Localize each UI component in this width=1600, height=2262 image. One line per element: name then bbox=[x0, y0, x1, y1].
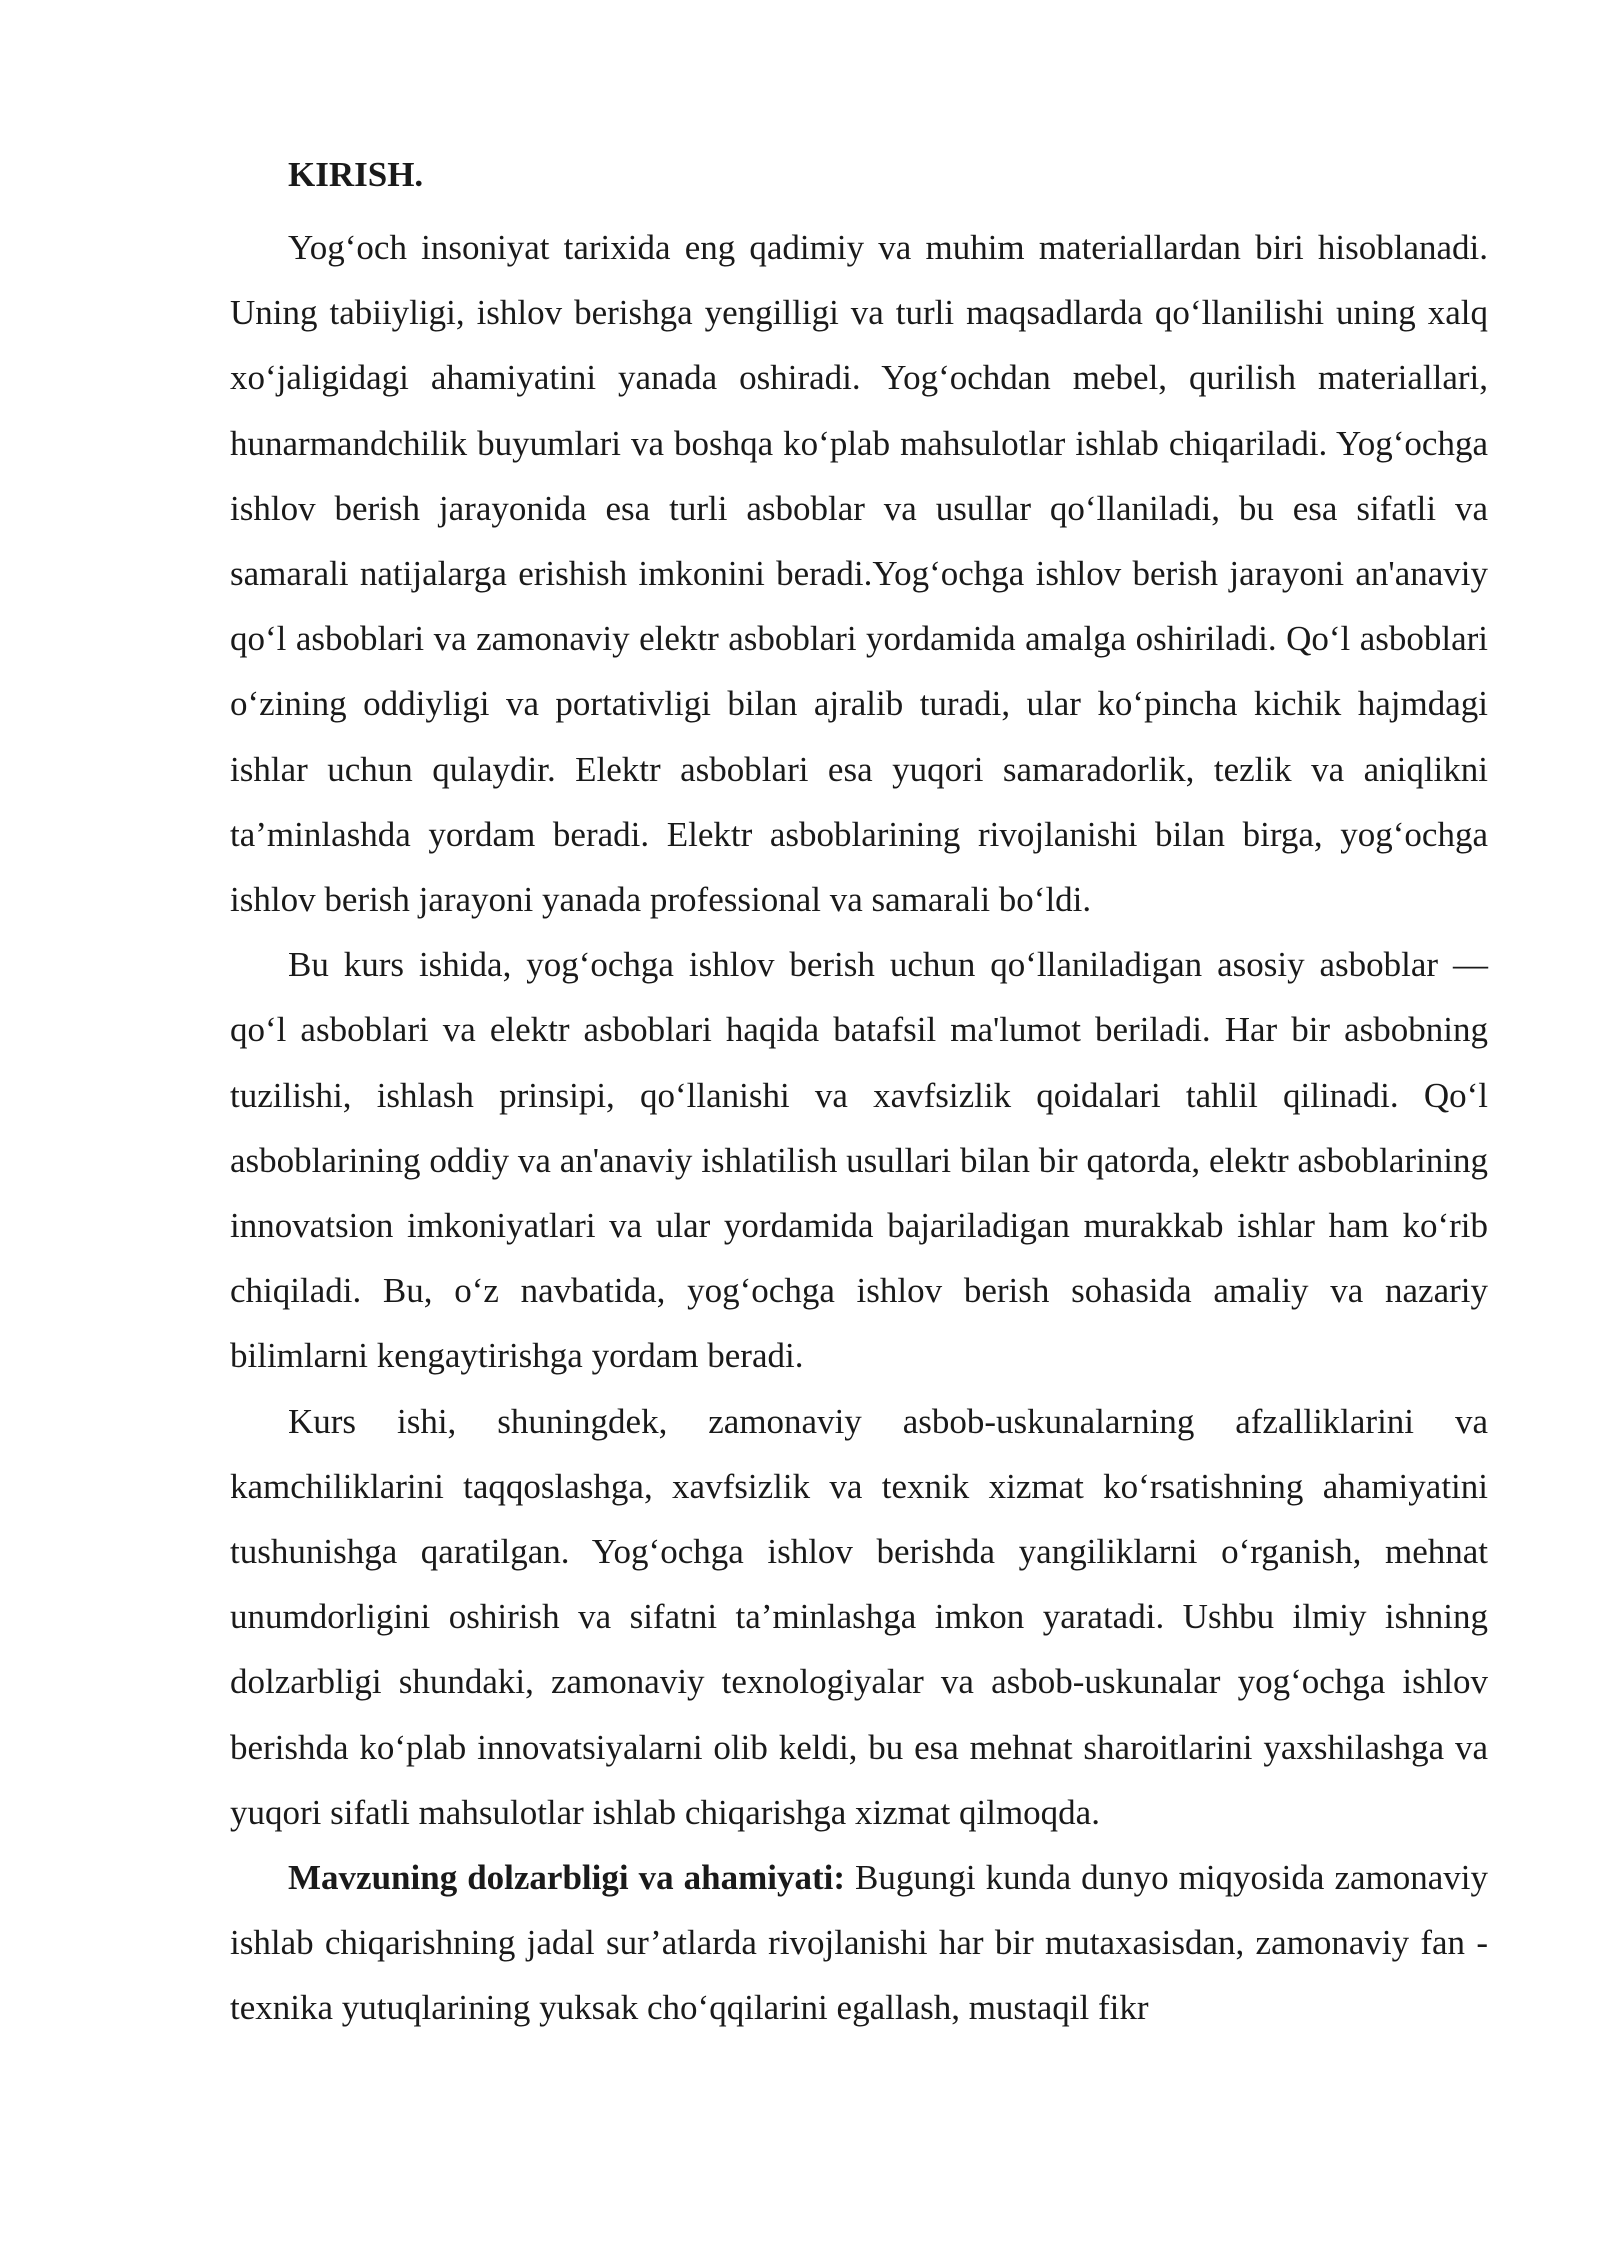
document-page bbox=[230, 150, 1488, 2041]
paragraph-intro: Yog‘och insoniyat tarixida eng qadimiy va muhim materiallardan biri hisoblanadi. Uning tabiiyligi, ishlov berishga yengilligi va turli maqsadlarda qo‘llanilishi uning xalq xo‘jaligidagi ahamiyatini yanada oshiradi. Yog‘ochdan mebel, qurilish materiallari, hunarmandchilik buyumlari va boshqa ko‘plab mahsulotlar ishlab chiqariladi. Yog‘ochga ishlov berish jarayonida esa turli asboblar va usullar qo‘llaniladi, bu esa sifatli va samarali natijalarga erishish imkonini beradi.Yog‘ochga ishlov berish jarayoni an'anaviy qo‘l asboblari va zamonaviy elektr asboblari yordamida amalga oshiriladi. Qo‘l asboblari o‘zining oddiyligi va portativligi bilan ajralib turadi, ular ko‘pincha kichik hajmdagi ishlar uchun qulaydir. Elektr asboblari esa yuqori samaradorlik, tezlik va aniqlikni ta’minlashda yordam beradi. Elektr asboblarining rivojlanishi bilan birga, yog‘ochga ishlov berish jarayoni yanada professional va samarali bo‘ldi. bbox=[230, 228, 1488, 920]
section-heading: KIRISH. bbox=[288, 155, 424, 194]
paragraph-course-overview: Bu kurs ishida, yog‘ochga ishlov berish uchun qo‘llaniladigan asosiy asboblar — qo‘l asboblari va elektr asboblari haqida batafsil ma'lumot beriladi. Har bir asbobning tuzilishi, ishlash prinsipi, qo‘llanishi va xavfsizlik qoidalari tahlil qilinadi. Qo‘l asboblarining oddiy va an'anaviy ishlatilish usullari bilan bir qatorda, elektr asboblarining innovatsion imkoniyatlari va ular yordamida bajariladigan murakkab ishlar ham ko‘rib chiqiladi. Bu, o‘z navbatida, yog‘ochga ishlov berish sohasida amaliy va nazariy bilimlarni kengaytirishga yordam beradi. bbox=[230, 945, 1488, 1376]
relevance-lead: Mavzuning dolzarbligi va ahamiyati: bbox=[288, 1858, 845, 1898]
paragraph-course-goals: Kurs ishi, shuningdek, zamonaviy asbob-uskunalarning afzalliklarini va kamchiliklarini taqqoslashga, xavfsizlik va texnik xizmat ko‘rsatishning ahamiyatini tushunishga qaratilgan. Yog‘ochga ishlov berishda yangiliklarni o‘rganish, mehnat unumdorligini oshirish va sifatni ta’minlashga imkon yaratadi. Ushbu ilmiy ishning dolzarbligi shundaki, zamonaviy texnologiyalar va asbob-uskunalar yog‘ochga ishlov berishda ko‘plab innovatsiyalarni olib keldi, bu esa mehnat sharoitlarini yaxshilashga va yuqori sifatli mahsulotlar ishlab chiqarishga xizmat qilmoqda. bbox=[230, 1401, 1488, 1832]
relevance-text: Bugungi kunda dunyo miqyosida zamonaviy ishlab chiqarishning jadal sur’atlarda rivojlanishi har bir mutaxasisdan, zamonaviy fan - texnika yutuqlarining yuksak cho‘qqilarini egallash, mustaqil fikr bbox=[230, 1858, 1488, 2028]
paragraph-relevance bbox=[230, 1845, 1488, 2041]
